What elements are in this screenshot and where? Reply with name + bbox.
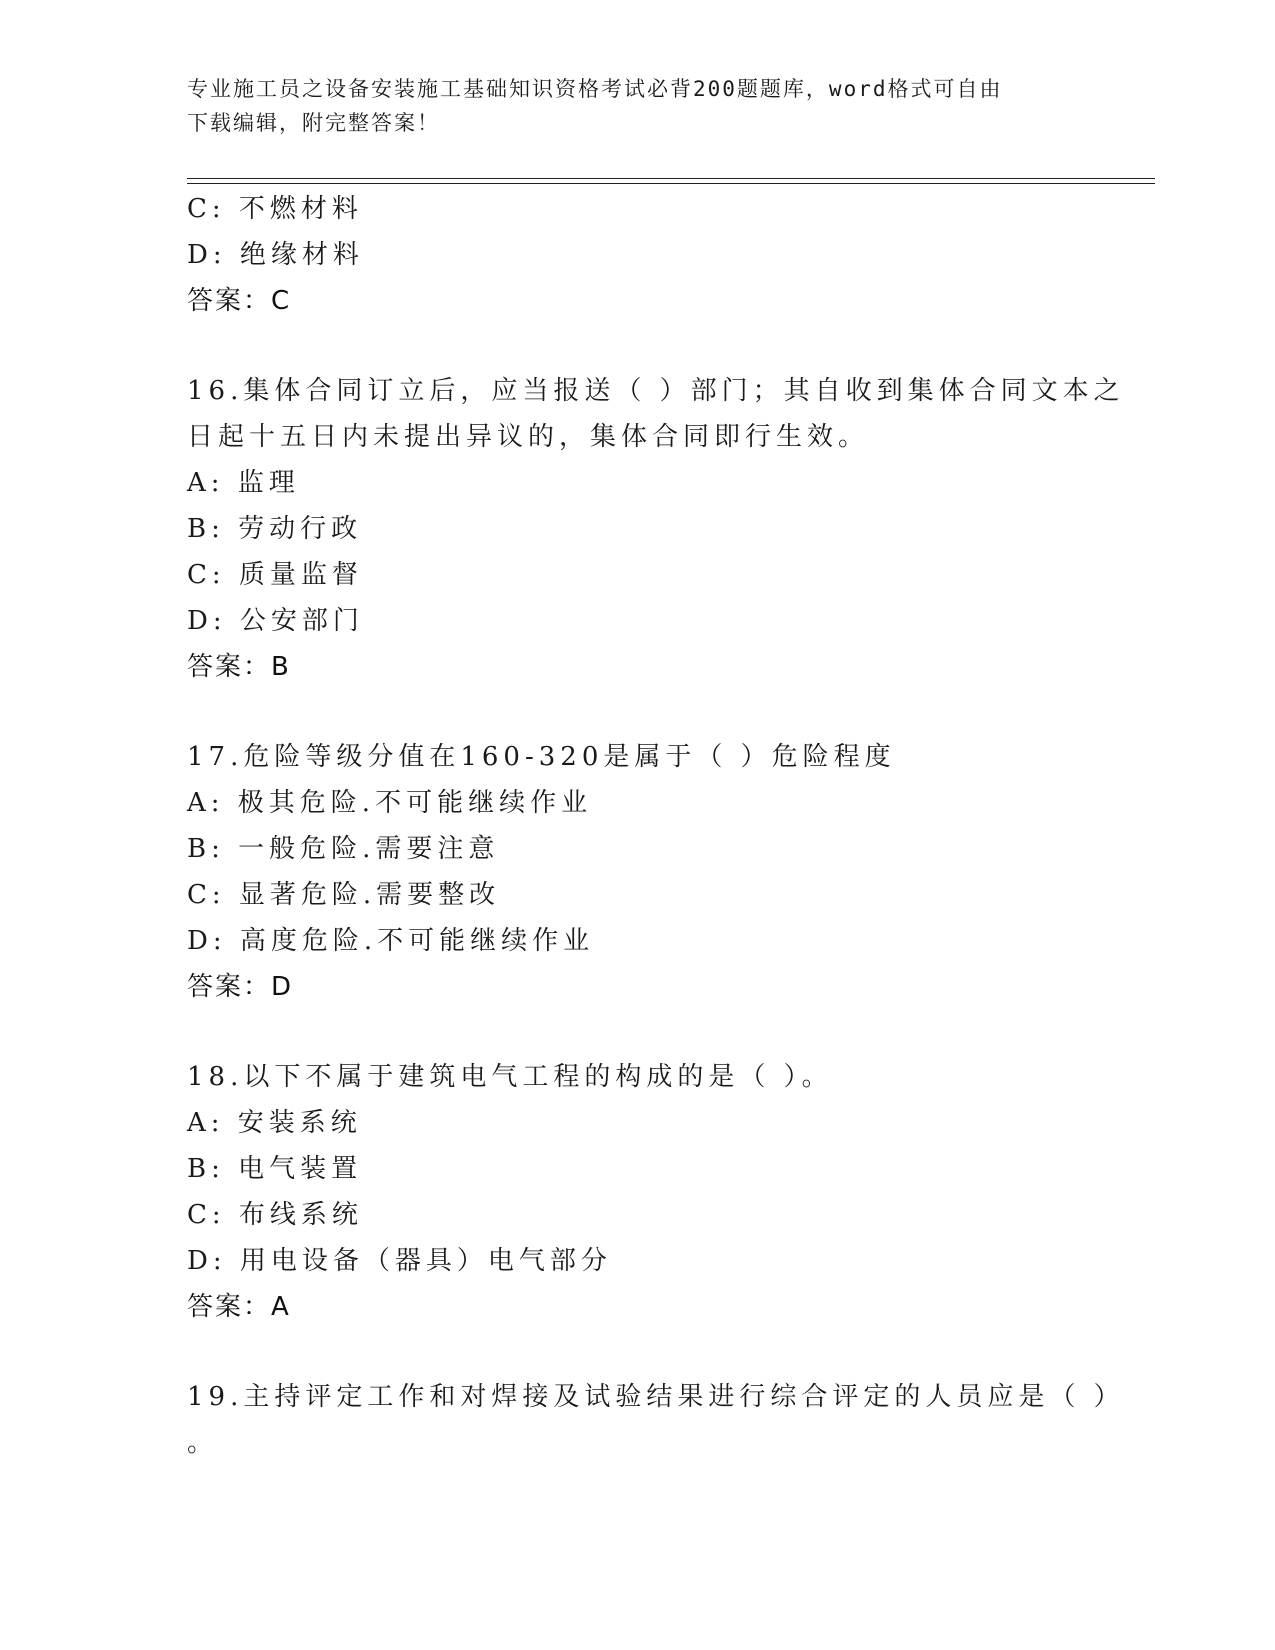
option-d: D: 用电设备（器具）电气部分 [187,1246,612,1276]
option-d: D: 公安部门 [187,606,364,636]
question-stem-continued: 。 [187,1428,219,1458]
question-19 [187,1374,1125,1466]
option-d: D: 绝缘材料 [187,240,364,270]
option-c: C: 显著危险.需要整改 [187,880,501,910]
option-c: C: 布线系统 [187,1200,363,1230]
answer: 答案：D [187,972,294,1002]
question-stem: 19.主持评定工作和对焊接及试验结果进行综合评定的人员应是（ ） [187,1382,1125,1412]
question-stem-continued: 日起十五日内未提出异议的，集体合同即行生效。 [187,422,870,452]
answer: 答案：C [187,286,292,316]
question-15-tail [187,186,1087,324]
option-b: B: 劳动行政 [187,514,363,544]
option-b: B: 电气装置 [187,1154,363,1184]
question-stem: 17.危险等级分值在160-320是属于（ ）危险程度 [187,742,896,772]
question-18 [187,1054,1087,1330]
option-a: A: 极其危险.不可能继续作业 [187,788,593,818]
answer: 答案：B [187,652,291,682]
question-list [187,186,1125,1466]
header-title-line-2: 下载编辑，附完整答案！ [187,111,440,135]
document-header [187,72,1087,140]
option-b: B: 一般危险.需要注意 [187,834,500,864]
answer: 答案：A [187,1292,291,1322]
header-title-line-1: 专业施工员之设备安装施工基础知识资格考试必背200题题库，word格式可自由 [187,77,1003,101]
option-a: A: 监理 [187,468,300,498]
question-stem: 18.以下不属于建筑电气工程的构成的是（ ）。 [187,1062,833,1092]
header-divider-bottom [187,183,1155,184]
option-c: C: 不燃材料 [187,194,363,224]
option-d: D: 高度危险.不可能继续作业 [187,926,595,956]
option-a: A: 安装系统 [187,1108,362,1138]
header-divider-top [187,178,1155,179]
question-stem: 16.集体合同订立后，应当报送（ ）部门；其自收到集体合同文本之 [187,376,1125,406]
question-17 [187,734,1087,1010]
option-c: C: 质量监督 [187,560,363,590]
question-16 [187,368,1125,690]
